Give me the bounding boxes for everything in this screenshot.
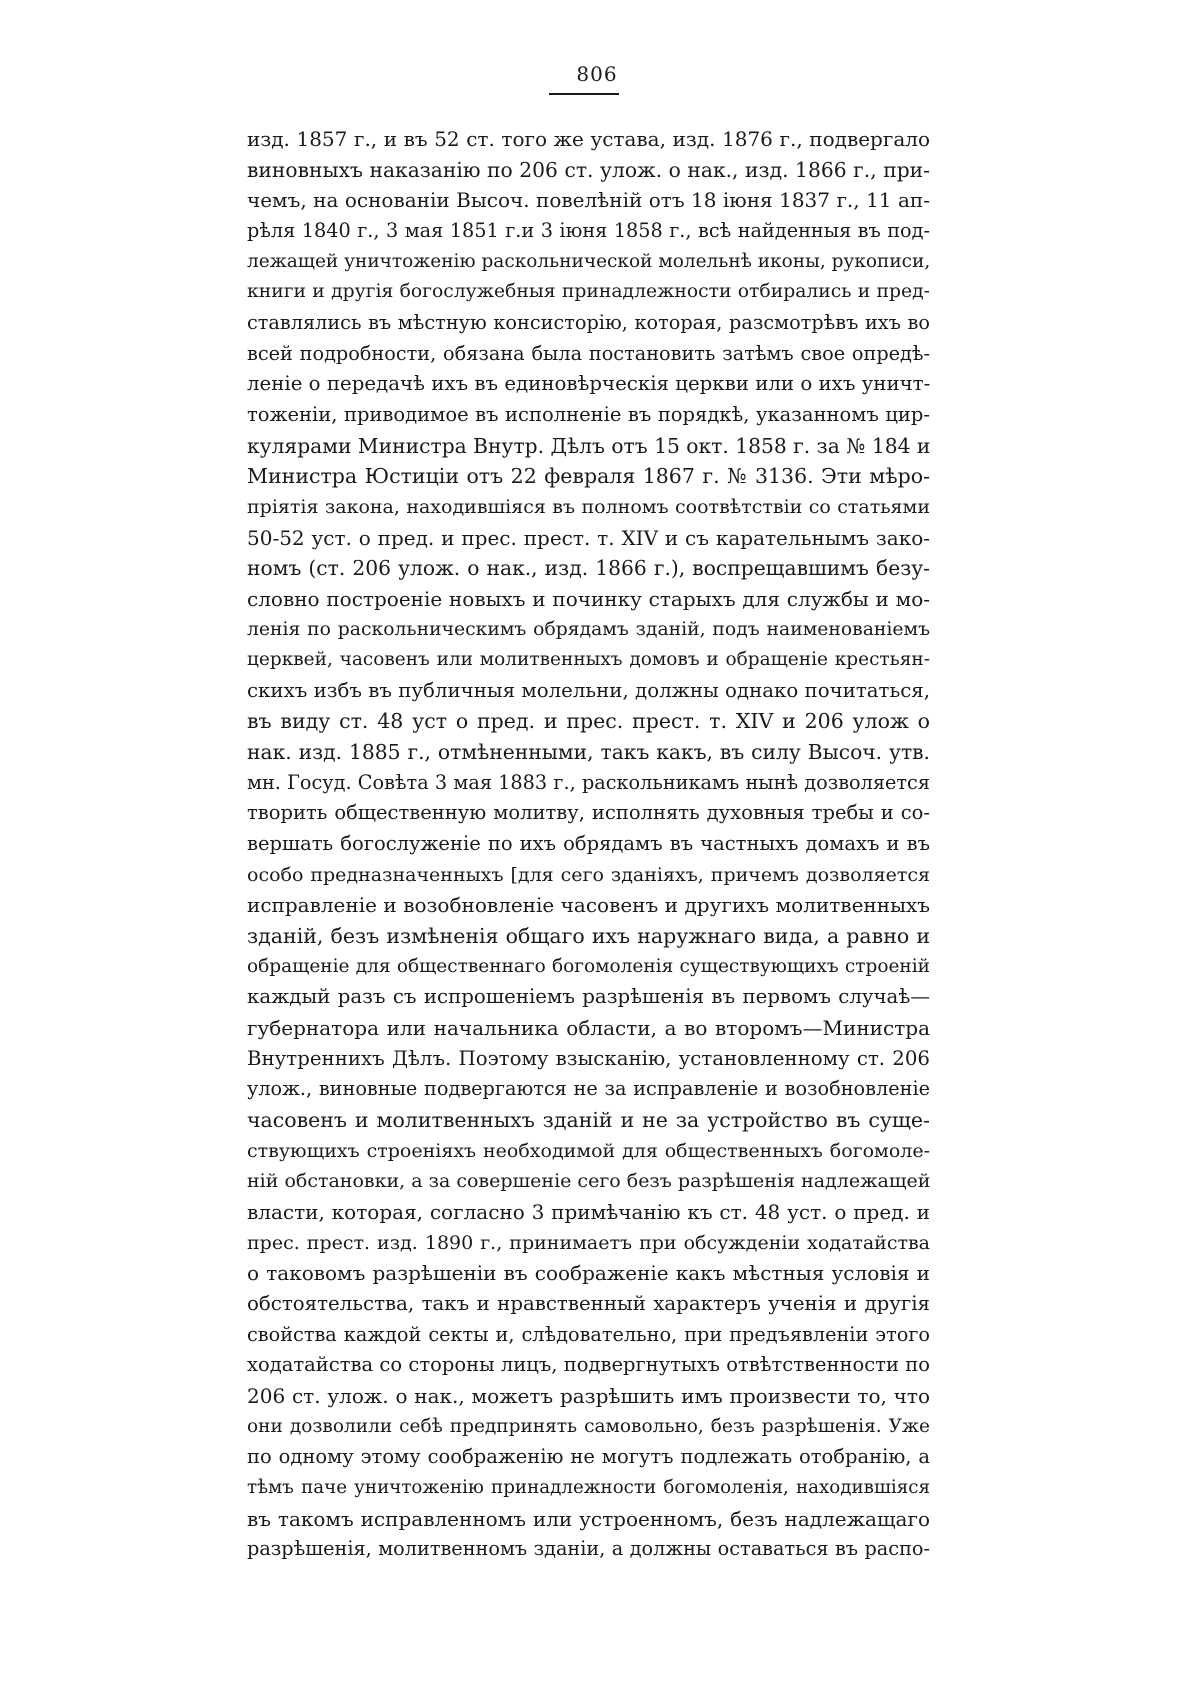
text-line: свойства каждой секты и, слѣдовательно, при предъявленіи этого bbox=[247, 1322, 930, 1346]
text-line: губернатора или начальника области, а во второмъ—Министра bbox=[247, 1016, 930, 1041]
text-line: зданій, безъ измѣненія общаго ихъ наружнаго вида, а равно и bbox=[247, 924, 930, 949]
text-line: ній обстановки, а за совершеніе сего безъ разрѣшенія надлежащей bbox=[247, 1170, 930, 1193]
text-line: нак. изд. 1885 г., отмѣненными, такъ какъ, въ силу Высоч. утв. bbox=[247, 740, 930, 765]
text-line: изд. 1857 г., и въ 52 ст. того же устава, изд. 1876 г., подвергало bbox=[247, 127, 930, 151]
text-line: улож., виновные подвергаются не за исправленіе и возобновленіе bbox=[247, 1077, 930, 1101]
text-line: о таковомъ разрѣшеніи въ соображеніе какъ мѣстныя условія и bbox=[247, 1261, 930, 1286]
text-line: каждый разъ съ испрошеніемъ разрѣшенія въ первомъ случаѣ— bbox=[247, 985, 930, 1009]
text-line: скихъ избъ въ публичныя молельни, должны однако почитаться, bbox=[247, 678, 930, 702]
text-line: въ виду ст. 48 уст о пред. и прес. прест. т. XIV и 206 улож о bbox=[247, 709, 930, 734]
text-line: въ такомъ исправленномъ или устроенномъ, безъ надлежащаго bbox=[247, 1506, 930, 1531]
text-line: рѣля 1840 г., 3 мая 1851 г.и 3 іюня 1858 г., всѣ найденныя въ под- bbox=[247, 218, 930, 242]
text-line: пріятія закона, находившіяся въ полномъ соотвѣтствіи со статьями bbox=[247, 495, 930, 518]
text-line: виновныхъ наказанію по 206 ст. улож. о нак., изд. 1866 г., при- bbox=[247, 157, 930, 182]
text-line: книги и другія богослужебныя принадлежности отбирались и пред- bbox=[247, 281, 930, 303]
text-line: власти, которая, согласно 3 примѣчанію къ ст. 48 уст. о пред. и bbox=[247, 1199, 930, 1224]
text-line: словно построеніе новыхъ и починку старыхъ для службы и мо- bbox=[247, 586, 930, 611]
text-line: лежащей уничтоженію раскольнической молельнѣ иконы, рукописи, bbox=[247, 250, 930, 272]
text-line: ходатайства со стороны лицъ, подвергнутыхъ отвѣтственности по bbox=[247, 1353, 930, 1377]
text-line: исправленіе и возобновленіе часовенъ и другихъ молитвенныхъ bbox=[247, 893, 930, 918]
text-line: тоженіи, приводимое въ исполненіе въ порядкѣ, указанномъ цир- bbox=[247, 402, 930, 426]
text-line: мн. Госуд. Совѣта 3 мая 1883 г., раскольникамъ нынѣ дозволяется bbox=[247, 770, 930, 794]
text-line: церквей, часовенъ или молитвенныхъ домовъ и обращеніе крестьян- bbox=[247, 649, 930, 671]
text-line: они дозволили себѣ предпринять самовольно, безъ разрѣшенія. Уже bbox=[247, 1415, 930, 1437]
text-line: 206 ст. улож. о нак., можетъ разрѣшить имъ произвести то, что bbox=[247, 1383, 930, 1408]
text-line: обращеніе для общественнаго богомоленія существующихъ строеній bbox=[247, 955, 930, 977]
text-line: обстоятельства, такъ и нравственный характеръ ученія и другія bbox=[247, 1291, 930, 1315]
text-line: Министра Юстиціи отъ 22 февраля 1867 г. № 3136. Эти мѣро- bbox=[247, 464, 930, 489]
text-line: тѣмъ паче уничтоженію принадлежности богомоленія, находившіяся bbox=[247, 1476, 930, 1498]
text-line: творить общественную молитву, исполнять духовныя требы и со- bbox=[247, 801, 930, 825]
text-line: ствующихъ строеніяхъ необходимой для общественныхъ богомоле- bbox=[247, 1139, 930, 1162]
text-line: особо предназначенныхъ [для сего зданіяхъ, причемъ дозволяется bbox=[247, 863, 930, 886]
text-line: вершать богослуженіе по ихъ обрядамъ въ частныхъ домахъ и въ bbox=[247, 832, 930, 856]
body-text bbox=[247, 124, 930, 1565]
text-line: номъ (ст. 206 улож. о нак., изд. 1866 г.), воспрещавшимъ безу- bbox=[247, 556, 930, 581]
text-line: прес. прест. изд. 1890 г., принимаетъ при обсужденіи ходатайства bbox=[247, 1231, 930, 1254]
page-number-underline bbox=[549, 93, 619, 95]
text-line: разрѣшенія, молитвенномъ зданіи, а должны оставаться въ распо- bbox=[247, 1537, 930, 1561]
page-number: 806 bbox=[576, 62, 618, 86]
text-line: часовенъ и молитвенныхъ зданій и не за устройство въ суще- bbox=[247, 1108, 930, 1132]
text-line: кулярами Министра Внутр. Дѣлъ отъ 15 окт. 1858 г. за № 184 и bbox=[247, 433, 930, 458]
text-line: ставлялись въ мѣстную консисторію, которая, разсмотрѣвъ ихъ во bbox=[247, 310, 930, 334]
text-line: леніе о передачѣ ихъ въ единовѣрческія церкви или о ихъ уничт- bbox=[247, 372, 930, 396]
text-line: чемъ, на основаніи Высоч. повелѣній отъ 18 іюня 1837 г., 11 ап- bbox=[247, 188, 930, 213]
text-line: Внутреннихъ Дѣлъ. Поэтому взысканію, установленному ст. 206 bbox=[247, 1046, 930, 1070]
text-line: по одному этому соображенію не могутъ подлежать отобранію, а bbox=[247, 1445, 930, 1469]
text-line: 50-52 уст. о пред. и прес. прест. т. XIV и съ карательнымъ зако- bbox=[247, 525, 930, 550]
text-line: всей подробности, обязана была постановить затѣмъ свое опредѣ- bbox=[247, 341, 930, 365]
text-line: ленія по раскольническимъ обрядамъ зданій, подъ наименованіемъ bbox=[247, 618, 930, 640]
